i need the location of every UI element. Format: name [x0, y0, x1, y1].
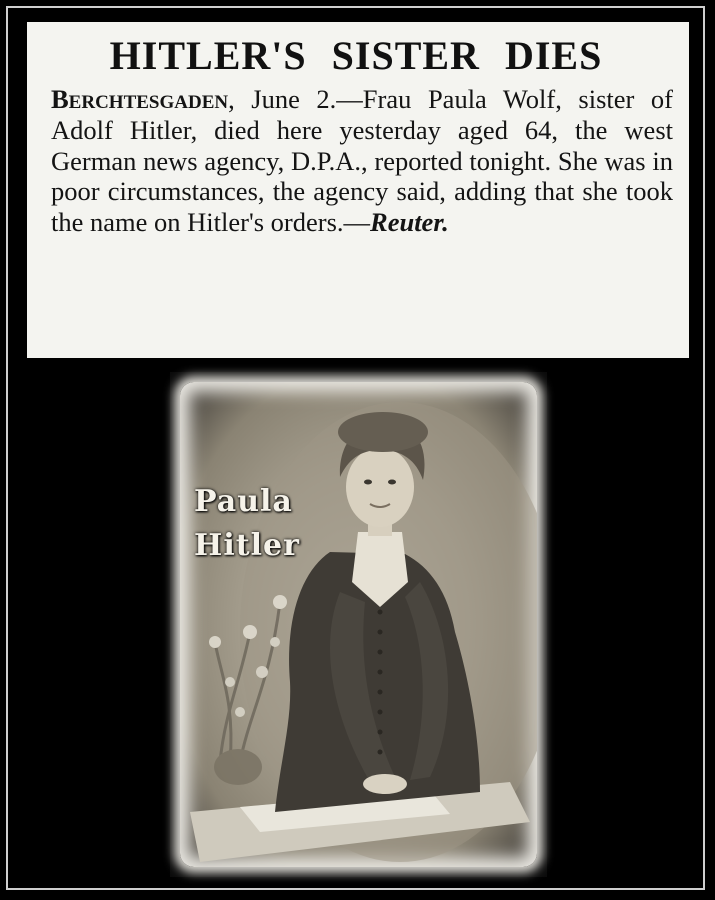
photo-caption — [194, 480, 300, 568]
article-dateline: Berchtesgaden — [51, 84, 229, 114]
portrait-photo — [180, 382, 537, 867]
caption-first-name: Paula — [194, 484, 293, 519]
article-source: Reuter. — [370, 207, 449, 238]
newspaper-clipping — [27, 22, 689, 358]
article-body — [39, 84, 673, 238]
portrait-illustration — [180, 382, 537, 867]
caption-last-name: Hitler — [194, 528, 300, 563]
article-text: , June 2.—Frau Paula Wolf, sister of Adolf Hitler, died here yesterday aged 64, the west German news agency, D.P.A., reported tonight. She was in poor circumstances, the agency said, adding that she took the name on Hitler's orders.— — [51, 84, 673, 238]
portrait-photo-frame — [170, 372, 547, 877]
face — [346, 447, 414, 527]
headline: HITLER'S SISTER DIES — [109, 33, 603, 78]
